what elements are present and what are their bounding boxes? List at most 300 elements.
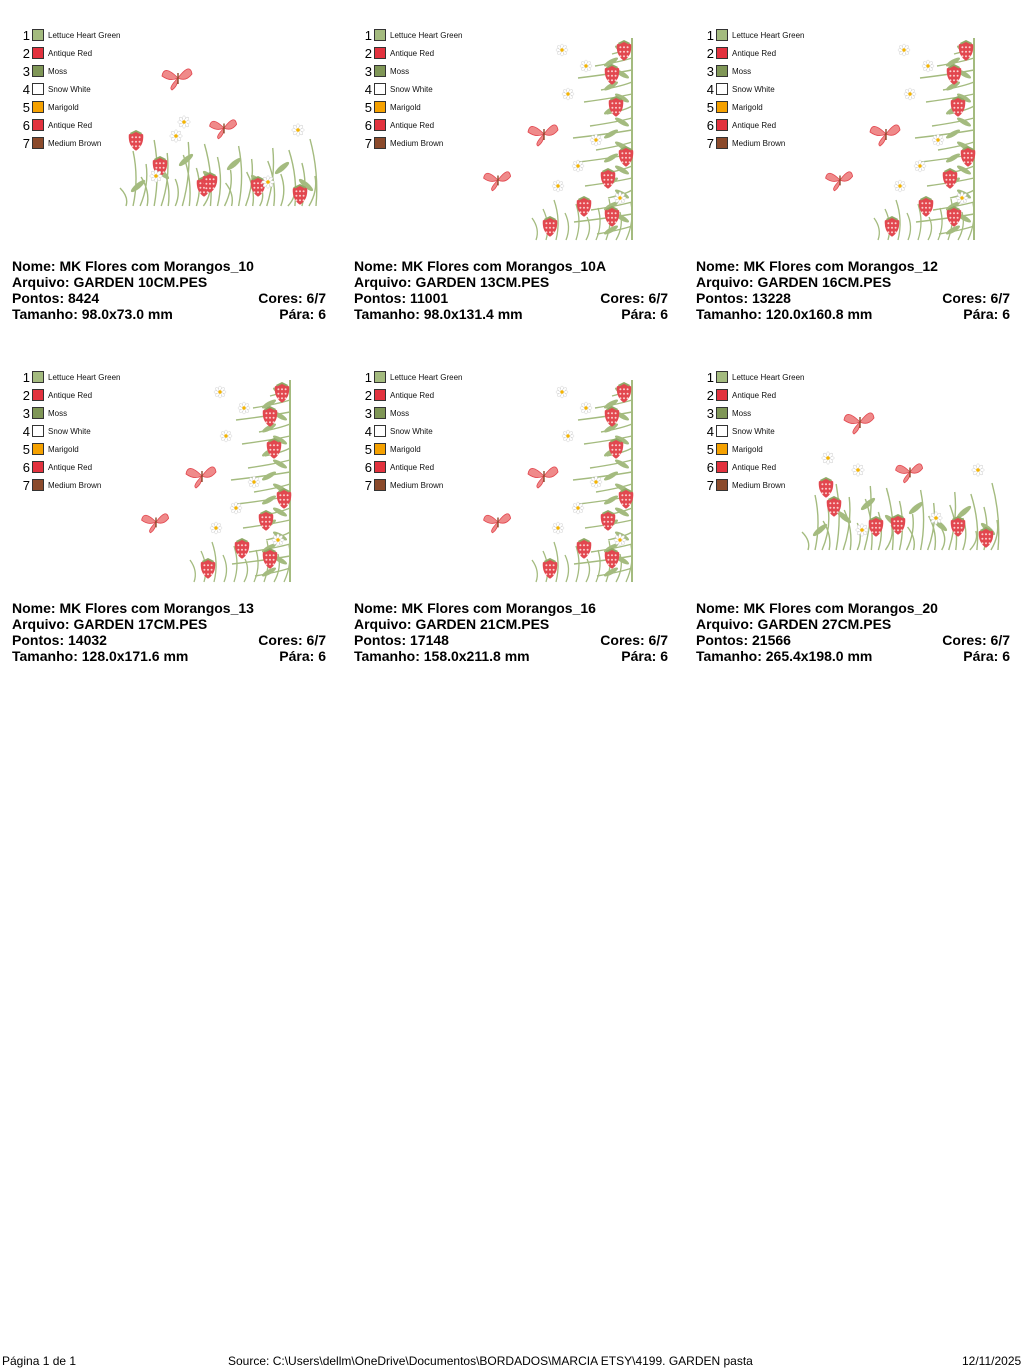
stitch-count: Pontos: 13228: [696, 290, 791, 306]
legend-row: [702, 476, 804, 494]
info-line: [354, 600, 668, 616]
daisy-icon: [150, 170, 163, 183]
legend-row: [702, 62, 804, 80]
info-line: [12, 648, 326, 664]
thread-color-swatch: [374, 119, 386, 131]
thread-color-name: Lettuce Heart Green: [732, 372, 805, 382]
legend-row: [702, 26, 804, 44]
daisy-icon: [248, 476, 260, 488]
legend-row: [18, 26, 120, 44]
legend-row: [18, 404, 120, 422]
daisy-icon: [170, 130, 183, 143]
info-line: [696, 274, 1010, 290]
stitch-count: Pontos: 11001: [354, 290, 449, 306]
thread-number: 4: [706, 81, 714, 97]
daisy-icon: [956, 192, 968, 204]
daisy-icon: [822, 452, 835, 465]
thread-color-name: Medium Brown: [390, 480, 444, 490]
thread-number: 6: [706, 117, 714, 133]
daisy-icon: [932, 134, 944, 146]
thread-color-name: Antique Red: [732, 462, 777, 472]
info-line: [696, 632, 1010, 648]
thread-number: 7: [22, 135, 30, 151]
strawberry-icon: [601, 511, 616, 531]
strawberry-icon: [605, 549, 620, 569]
daisy-icon: [614, 192, 626, 204]
thread-number: 5: [364, 99, 372, 115]
info-line: [12, 258, 326, 274]
color-count: Cores: 6/7: [258, 632, 326, 648]
thread-color-name: Medium Brown: [732, 138, 786, 148]
thread-color-name: Antique Red: [732, 390, 777, 400]
thread-color-swatch: [32, 479, 44, 491]
thread-color-name: Moss: [48, 408, 68, 418]
thread-color-name: Snow White: [732, 426, 775, 436]
stem-line: [281, 174, 284, 206]
design-size: Tamanho: 98.0x73.0 mm: [12, 306, 173, 322]
stem-line: [874, 218, 879, 240]
thread-color-swatch: [374, 479, 386, 491]
daisy-icon: [238, 402, 250, 414]
thread-color-name: Lettuce Heart Green: [48, 372, 121, 382]
stem-line: [565, 555, 569, 582]
thread-color-swatch: [374, 425, 386, 437]
thread-color-swatch: [32, 407, 44, 419]
stop-count: Pára: 6: [963, 306, 1010, 322]
thread-number: 3: [364, 63, 372, 79]
thread-color-swatch: [716, 443, 728, 455]
info-line: [354, 632, 668, 648]
strawberry-icon: [601, 169, 616, 189]
daisy-icon: [220, 430, 232, 442]
daisy-icon: [904, 88, 916, 100]
legend-row: [18, 80, 120, 98]
thread-color-name: Moss: [48, 66, 68, 76]
stem-line: [217, 157, 220, 206]
daisy-icon: [614, 534, 626, 546]
strawberry-icon: [263, 549, 278, 569]
thread-color-name: Snow White: [390, 84, 433, 94]
leaf-shape: [907, 500, 924, 516]
daisy-icon: [580, 402, 592, 414]
thread-number: 4: [22, 81, 30, 97]
thread-color-swatch: [716, 389, 728, 401]
stem-line: [120, 188, 127, 206]
thread-color-swatch: [32, 371, 44, 383]
daisy-icon: [572, 502, 584, 514]
embroidery-preview: [816, 30, 988, 246]
stem-line: [885, 525, 892, 550]
legend-row: [18, 458, 120, 476]
design-name: Nome: MK Flores com Morangos_12: [696, 258, 938, 274]
thread-color-name: Marigold: [732, 102, 763, 112]
thread-color-swatch: [32, 137, 44, 149]
strawberry-icon: [819, 478, 834, 498]
thread-color-name: Lettuce Heart Green: [390, 30, 463, 40]
thread-number: 2: [706, 45, 714, 61]
thread-color-swatch: [32, 83, 44, 95]
leaf-shape: [129, 178, 146, 194]
thread-color-legend: [360, 368, 462, 494]
leaf-shape: [225, 156, 242, 172]
legend-row: [360, 404, 462, 422]
thread-color-name: Antique Red: [390, 390, 435, 400]
design-info: [696, 258, 1010, 322]
info-line: [12, 632, 326, 648]
thread-color-swatch: [716, 119, 728, 131]
legend-row: [18, 476, 120, 494]
thread-number: 7: [364, 477, 372, 493]
stem-line: [532, 560, 537, 582]
info-line: [696, 616, 1010, 632]
design-name: Nome: MK Flores com Morangos_20: [696, 600, 938, 616]
daisy-icon: [852, 464, 865, 477]
design-size: Tamanho: 158.0x211.8 mm: [354, 648, 530, 664]
legend-row: [18, 62, 120, 80]
thread-number: 3: [22, 63, 30, 79]
daisy-icon: [894, 180, 906, 192]
legend-row: [360, 476, 462, 494]
design-info: [12, 258, 326, 322]
legend-row: [18, 116, 120, 134]
color-count: Cores: 6/7: [942, 290, 1010, 306]
thread-number: 3: [706, 63, 714, 79]
design-info: [354, 600, 668, 664]
stem-line: [254, 550, 258, 582]
info-line: [354, 258, 668, 274]
thread-color-name: Antique Red: [48, 462, 93, 472]
thread-number: 7: [22, 477, 30, 493]
legend-row: [702, 422, 804, 440]
info-line: [354, 648, 668, 664]
embroidery-preview: [474, 372, 646, 588]
thread-color-swatch: [374, 101, 386, 113]
stem-line: [815, 495, 818, 550]
thread-color-swatch: [374, 29, 386, 41]
thread-number: 6: [22, 117, 30, 133]
thread-color-name: Antique Red: [390, 48, 435, 58]
legend-row: [360, 62, 462, 80]
thread-color-swatch: [716, 101, 728, 113]
thread-color-name: Antique Red: [48, 390, 93, 400]
legend-row: [360, 386, 462, 404]
legend-row: [360, 134, 462, 152]
thread-number: 4: [706, 423, 714, 439]
daisy-icon: [552, 180, 564, 192]
stop-count: Pára: 6: [279, 306, 326, 322]
stem-line: [907, 213, 911, 240]
info-line: [696, 290, 1010, 306]
thread-color-name: Moss: [390, 66, 410, 76]
leaf-shape: [614, 506, 630, 518]
thread-number: 2: [364, 387, 372, 403]
legend-row: [702, 98, 804, 116]
stitch-count: Pontos: 8424: [12, 290, 100, 306]
thread-color-name: Medium Brown: [48, 480, 102, 490]
info-line: [12, 290, 326, 306]
thread-number: 4: [364, 81, 372, 97]
thread-color-legend: [702, 26, 804, 152]
file-name: Arquivo: GARDEN 13CM.PES: [354, 274, 550, 290]
butterfly-icon: [844, 413, 874, 434]
thread-number: 3: [706, 405, 714, 421]
thread-color-swatch: [716, 47, 728, 59]
legend-row: [360, 44, 462, 62]
design-info: [354, 258, 668, 322]
strawberry-icon: [947, 207, 962, 227]
stop-count: Pára: 6: [621, 306, 668, 322]
stem-line: [133, 151, 136, 206]
legend-row: [360, 80, 462, 98]
thread-color-name: Medium Brown: [48, 138, 102, 148]
daisy-icon: [972, 464, 985, 477]
legend-row: [702, 44, 804, 62]
thread-color-swatch: [716, 83, 728, 95]
thread-color-swatch: [716, 407, 728, 419]
thread-number: 1: [364, 27, 372, 43]
thread-color-name: Snow White: [48, 84, 91, 94]
embroidery-preview: [118, 58, 324, 218]
legend-row: [702, 134, 804, 152]
file-name: Arquivo: GARDEN 10CM.PES: [12, 274, 208, 290]
info-line: [12, 600, 326, 616]
daisy-icon: [292, 124, 305, 137]
strawberry-icon: [605, 207, 620, 227]
legend-row: [702, 368, 804, 386]
leaf-shape: [273, 160, 290, 176]
stem-line: [175, 179, 178, 206]
color-count: Cores: 6/7: [600, 290, 668, 306]
stem-line: [836, 484, 839, 550]
butterfly-icon: [186, 467, 216, 488]
strawberry-icon: [943, 169, 958, 189]
legend-row: [18, 440, 120, 458]
thread-color-legend: [702, 368, 804, 494]
butterfly-icon: [528, 467, 558, 488]
info-line: [696, 258, 1010, 274]
color-count: Cores: 6/7: [942, 632, 1010, 648]
strawberry-icon: [979, 528, 994, 548]
file-name: Arquivo: GARDEN 16CM.PES: [696, 274, 892, 290]
thread-color-swatch: [32, 443, 44, 455]
daisy-icon: [272, 534, 284, 546]
butterfly-icon: [528, 125, 558, 146]
thread-number: 5: [22, 99, 30, 115]
butterfly-icon: [826, 172, 853, 191]
thread-color-swatch: [32, 29, 44, 41]
thread-color-swatch: [374, 65, 386, 77]
daisy-icon: [922, 60, 934, 72]
color-count: Cores: 6/7: [600, 632, 668, 648]
thread-color-name: Snow White: [732, 84, 775, 94]
legend-row: [360, 422, 462, 440]
design-name: Nome: MK Flores com Morangos_13: [12, 600, 254, 616]
info-line: [12, 306, 326, 322]
thread-color-name: Antique Red: [732, 120, 777, 130]
thread-color-swatch: [374, 83, 386, 95]
thread-color-swatch: [716, 137, 728, 149]
legend-row: [18, 386, 120, 404]
page-number: Página 1 de 1: [2, 1354, 77, 1368]
thread-color-name: Lettuce Heart Green: [48, 30, 121, 40]
thread-color-name: Antique Red: [48, 120, 93, 130]
strawberry-icon: [617, 41, 632, 61]
thread-color-name: Moss: [390, 408, 410, 418]
thread-color-legend: [18, 26, 120, 152]
file-name: Arquivo: GARDEN 17CM.PES: [12, 616, 208, 632]
info-line: [354, 274, 668, 290]
legend-row: [18, 422, 120, 440]
legend-row: [360, 368, 462, 386]
stem-line: [223, 555, 227, 582]
thread-number: 3: [22, 405, 30, 421]
legend-row: [702, 386, 804, 404]
leaf-shape: [272, 506, 288, 518]
thread-number: 5: [706, 99, 714, 115]
source-path: Source: C:\Users\dellm\OneDrive\Documentos\BORDADOS\MARCIA ETSY\4199. GARDEN pasta: [228, 1354, 753, 1368]
daisy-icon: [210, 522, 222, 534]
stem-line: [938, 208, 942, 240]
strawberry-icon: [617, 383, 632, 403]
daisy-icon: [590, 476, 602, 488]
daisy-icon: [562, 88, 574, 100]
thread-number: 7: [706, 135, 714, 151]
thread-color-swatch: [716, 425, 728, 437]
daisy-icon: [214, 386, 226, 398]
thread-number: 3: [364, 405, 372, 421]
design-name: Nome: MK Flores com Morangos_16: [354, 600, 596, 616]
stem-line: [573, 130, 632, 138]
stem-line: [802, 532, 809, 550]
daisy-icon: [556, 44, 568, 56]
legend-row: [18, 368, 120, 386]
info-line: [354, 290, 668, 306]
info-line: [354, 616, 668, 632]
legend-row: [18, 134, 120, 152]
thread-color-name: Antique Red: [390, 120, 435, 130]
design-info: [12, 600, 326, 664]
strawberry-icon: [959, 41, 974, 61]
thread-color-name: Medium Brown: [732, 480, 786, 490]
legend-row: [360, 458, 462, 476]
print-date: 12/11/2025: [962, 1354, 1022, 1368]
daisy-icon: [262, 176, 275, 189]
stem-line: [231, 472, 290, 480]
daisy-icon: [590, 134, 602, 146]
butterfly-icon: [484, 172, 511, 191]
thread-color-legend: [18, 368, 120, 494]
strawberry-icon: [543, 217, 558, 237]
legend-row: [702, 458, 804, 476]
thread-color-name: Antique Red: [390, 462, 435, 472]
stem-line: [225, 170, 232, 206]
thread-color-swatch: [32, 461, 44, 473]
legend-row: [360, 116, 462, 134]
thread-number: 6: [364, 459, 372, 475]
thread-color-swatch: [374, 407, 386, 419]
stem-line: [970, 531, 977, 550]
daisy-icon: [556, 386, 568, 398]
thread-color-name: Snow White: [48, 426, 91, 436]
thread-color-swatch: [32, 101, 44, 113]
thread-number: 6: [706, 459, 714, 475]
thread-number: 2: [22, 387, 30, 403]
butterfly-icon: [896, 464, 923, 483]
daisy-icon: [552, 522, 564, 534]
thread-color-swatch: [32, 47, 44, 59]
thread-color-swatch: [32, 389, 44, 401]
thread-color-swatch: [32, 65, 44, 77]
stem-line: [596, 208, 600, 240]
strawberry-icon: [885, 217, 900, 237]
thread-color-legend: [360, 26, 462, 152]
legend-row: [702, 404, 804, 422]
thread-color-name: Antique Red: [732, 48, 777, 58]
thread-color-swatch: [374, 443, 386, 455]
legend-row: [360, 26, 462, 44]
thread-number: 2: [364, 45, 372, 61]
design-info: [696, 600, 1010, 664]
thread-color-swatch: [716, 461, 728, 473]
thread-color-name: Antique Red: [48, 48, 93, 58]
daisy-icon: [230, 502, 242, 514]
thread-color-swatch: [716, 29, 728, 41]
daisy-icon: [178, 116, 191, 129]
thread-number: 7: [706, 477, 714, 493]
thread-number: 5: [22, 441, 30, 457]
thread-color-swatch: [374, 137, 386, 149]
thread-number: 1: [364, 369, 372, 385]
thread-color-swatch: [716, 371, 728, 383]
stem-line: [596, 550, 600, 582]
daisy-icon: [562, 430, 574, 442]
thread-number: 6: [364, 117, 372, 133]
legend-row: [18, 98, 120, 116]
info-line: [696, 306, 1010, 322]
legend-row: [360, 440, 462, 458]
leaf-shape: [811, 522, 828, 538]
daisy-icon: [914, 160, 926, 172]
embroidery-preview: [474, 30, 646, 246]
stem-line: [942, 529, 945, 550]
thread-number: 1: [706, 27, 714, 43]
thread-color-name: Medium Brown: [390, 138, 444, 148]
file-name: Arquivo: GARDEN 21CM.PES: [354, 616, 550, 632]
legend-row: [702, 80, 804, 98]
stem-line: [921, 490, 924, 550]
design-size: Tamanho: 98.0x131.4 mm: [354, 306, 523, 322]
daisy-icon: [572, 160, 584, 172]
thread-number: 6: [22, 459, 30, 475]
thread-color-name: Moss: [732, 66, 752, 76]
thread-number: 2: [706, 387, 714, 403]
butterfly-icon: [142, 514, 169, 533]
thread-color-name: Marigold: [732, 444, 763, 454]
thread-color-swatch: [32, 425, 44, 437]
stop-count: Pára: 6: [279, 648, 326, 664]
thread-number: 1: [22, 27, 30, 43]
legend-row: [702, 440, 804, 458]
stem-line: [573, 472, 632, 480]
leaf-shape: [956, 164, 972, 176]
design-size: Tamanho: 128.0x171.6 mm: [12, 648, 189, 664]
thread-color-name: Snow White: [390, 426, 433, 436]
stem-line: [907, 514, 914, 550]
design-name: Nome: MK Flores com Morangos_10A: [354, 258, 607, 274]
stem-line: [565, 213, 569, 240]
thread-color-swatch: [716, 65, 728, 77]
daisy-icon: [930, 512, 943, 525]
